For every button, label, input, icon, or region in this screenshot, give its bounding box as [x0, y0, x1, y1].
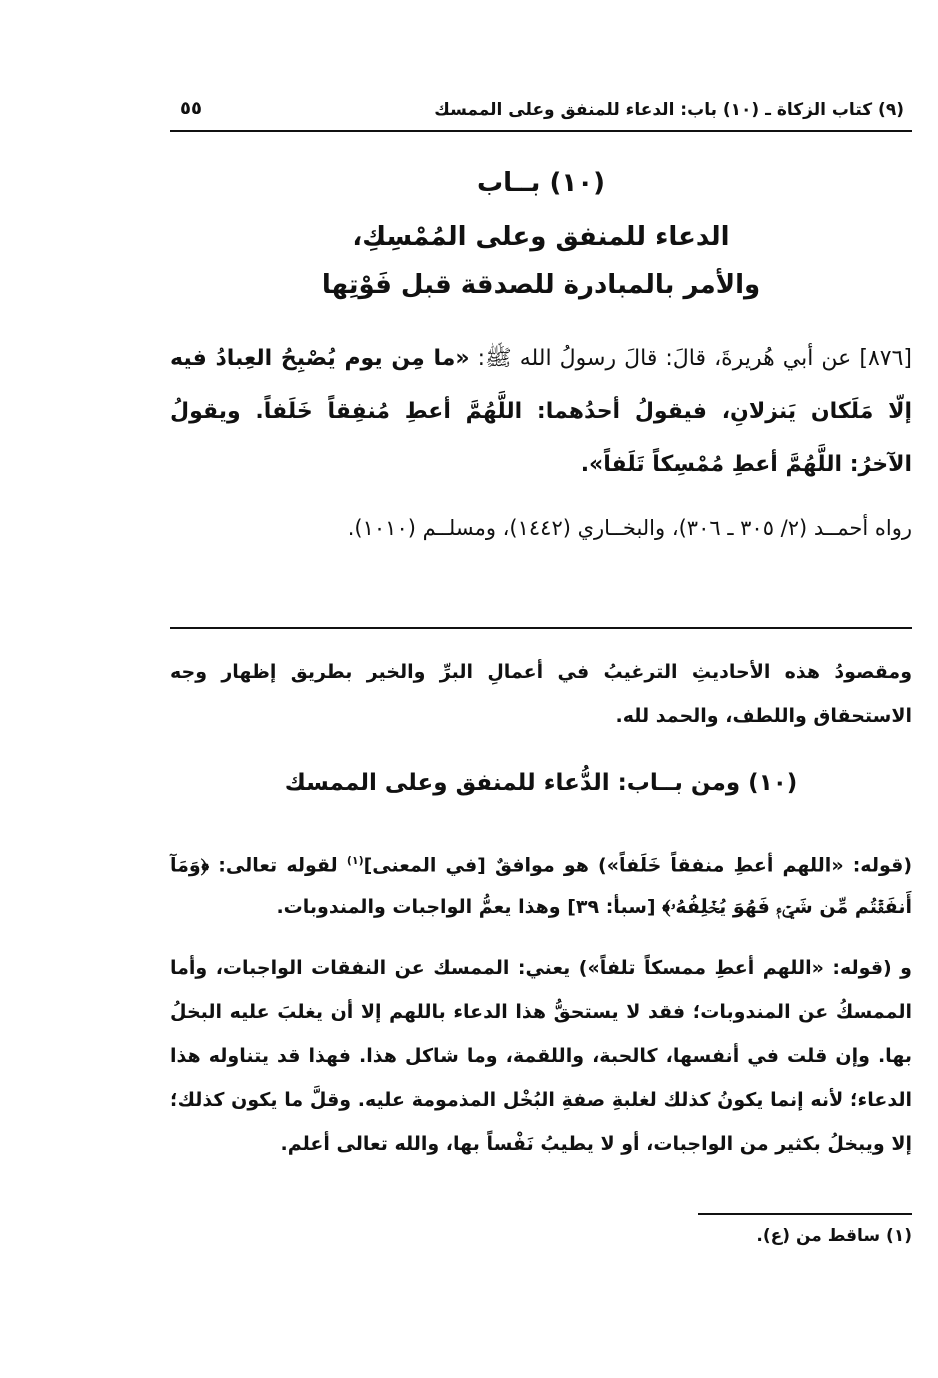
- hadith-number: [٨٧٦]: [859, 346, 912, 371]
- hadith-quote: «ما مِن يوم يُصْبِحُ العِبادُ فيه إلّا مَلَكان يَنزلانِ، فيقولُ أحدُهما: اللَّهُمَّ أعطِ مُنفِقاً خَلَفاً. ويقولُ الآخرُ: اللَّهُمَّ أعطِ مُمْسِكاً تَلَفاً».: [170, 346, 912, 477]
- section-divider: [170, 627, 912, 629]
- page-number: ٥٥: [180, 98, 202, 119]
- commentary-paragraph-1: [170, 840, 912, 928]
- running-header: [170, 96, 912, 132]
- hadith-source: رواه أحمــد (٢/ ٣٠٥ ـ ٣٠٦)، والبخــاري (١٤٤٢)، ومسلــم (١٠١٠).: [347, 516, 912, 540]
- chapter-title-line-2: والأمر بالمبادرة للصدقة قبل فَوْتِها: [321, 270, 761, 300]
- commentary-para1-end: لقوله تعالى: ﴿وَمَآ أَنفَقۡتُم مِّن شَيۡءٖ فَهُوَ يُخۡلِفُهُۥ﴾ [سبأ: ٣٩] وهذا يعمُّ الواجبات والمندوبات.: [170, 854, 912, 919]
- footnote: (١) ساقط من (ع).: [756, 1226, 912, 1246]
- header-title: (٩) كتاب الزكاة ـ (١٠) باب: الدعاء للمنفق وعلى الممسك: [434, 100, 904, 120]
- hadith-text: [170, 332, 912, 491]
- footnote-marker: (١): [346, 854, 364, 867]
- chapter-number: (١٠) بــاب: [476, 168, 605, 198]
- commentary-intro: ومقصودُ هذه الأحاديثِ الترغيبُ في أعمالِ البرِّ والخير بطريق إظهار وجه الاستحقاق واللطف، والحمد لله.: [170, 661, 912, 727]
- commentary-paragraph-2: و (قوله: «اللهم أعطِ ممسكاً تلفاً») يعني: الممسك عن النفقات الواجبات، وأما الممسكُ عن المندوبات؛ فقد لا يستحقُّ هذا الدعاء باللهم إلا أن يغلبَ عليه البخلُ بها. وإن قلت في أنفسها، كالحبة، واللقمة، وما شاكل هذا. فهذا قد يتناوله هذا الدعاء؛ لأنه إنما يكونُ كذلك لغلبةِ صفةِ البُخْل المذمومة عليه. وقلَّ ما يكون كذلك؛ إلا ويبخلُ بكثير من الواجبات، أو لا يطيبُ نَفْساً بها، والله تعالى أعلم.: [170, 957, 912, 1155]
- footnote-divider: [698, 1213, 912, 1215]
- chapter-title-line-1: الدعاء للمنفق وعلى المُمْسِكِ،: [352, 222, 730, 252]
- commentary-subheading: (١٠) ومن بــاب: الدُّعاء للمنفق وعلى الممسك: [284, 770, 798, 796]
- commentary-para1-start: (قوله: «اللهم أعطِ منفقاً خَلَفاً») هو موافقٌ [في المعنى]: [363, 854, 912, 877]
- hadith-narration: عن أبي هُريرةَ، قالَ: قالَ رسولُ الله ﷺ:: [477, 346, 852, 371]
